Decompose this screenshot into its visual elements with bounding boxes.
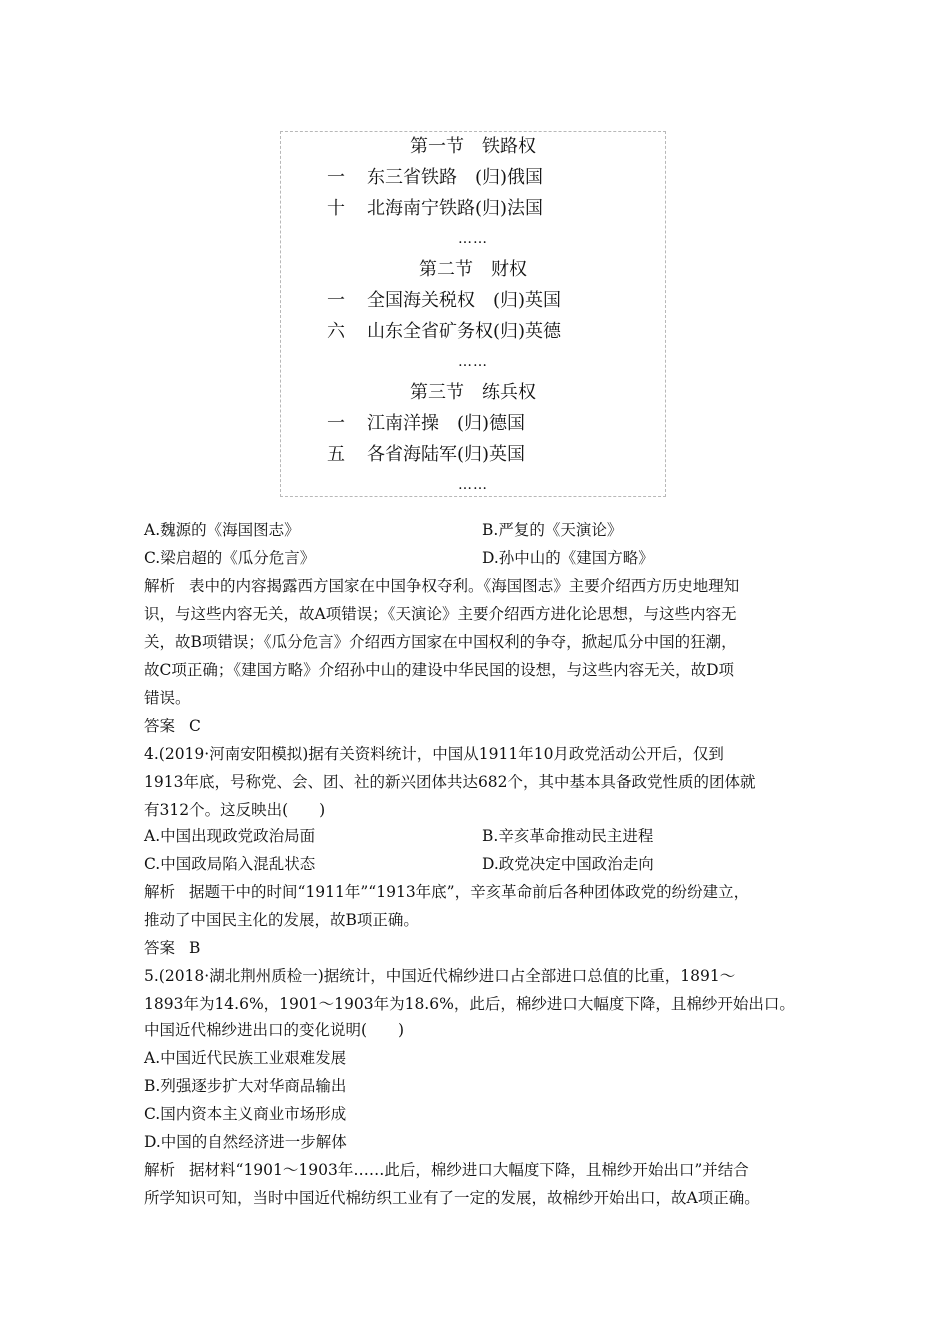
section1-item: 一 东三省铁路 (归)俄国 [327,167,544,188]
q5-option-c: C.国内资本主义商业市场形成 [144,1105,347,1123]
section2-title: 第二节 财权 [419,259,527,280]
q3-option-c: C.梁启超的《瓜分危言》 [144,549,316,567]
q3-option-a: A.魏源的《海国图志》 [144,521,300,539]
q5-option-d: D.中国的自然经济进一步解体 [144,1133,347,1151]
q3-answer: 答案 C [144,717,201,735]
q4-option-c: C.中国政局陷入混乱状态 [144,855,316,873]
q5-analysis-line: 所学知识可知，当时中国近代棉纺织工业有了一定的发展，故棉纱开始出口，故A项正确。 [144,1189,760,1207]
q4-answer: 答案 B [144,939,201,957]
answer-label: 答案 [144,717,176,735]
q4-option-d: D.政党决定中国政治走向 [482,855,654,873]
q5-option-a: A.中国近代民族工业艰难发展 [144,1049,347,1067]
quoted-table [280,131,666,497]
q4-option-a: A.中国出现政党政治局面 [144,827,316,845]
q4-stem-line: 有312个。这反映出( ) [144,801,326,819]
q4-analysis-line: 解析 据题干中的时间“1911年”“1913年底”，辛亥革命前后各种团体政党的纷纷建立， [144,883,750,901]
analysis-label: 解析 [144,883,176,901]
q4-option-b: B.辛亥革命推动民主进程 [482,827,654,845]
q3-option-d: D.孙中山的《建国方略》 [482,549,654,567]
section3-title: 第三节 练兵权 [410,382,536,403]
section1-title: 第一节 铁路权 [410,136,536,157]
analysis-label: 解析 [144,1161,176,1179]
q4-stem-line: 4.(2019·河南安阳模拟)据有关资料统计，中国从1911年10月政党活动公开后，仅到 [144,745,724,763]
ellipsis: …… [458,477,488,493]
q5-option-b: B.列强逐步扩大对华商品输出 [144,1077,347,1095]
section1-item: 十 北海南宁铁路(归)法国 [327,198,544,219]
analysis-label: 解析 [144,577,176,595]
q3-analysis-line: 故C项正确；《建国方略》介绍孙中山的建设中华民国的设想，与这些内容无关，故D项 [144,661,735,679]
answer-label: 答案 [144,939,176,957]
ellipsis: …… [458,354,488,370]
q3-analysis-line: 错误。 [144,689,191,707]
section3-item: 一 江南洋操 (归)德国 [327,413,526,434]
q5-stem-line: 中国近代棉纱进出口的变化说明( ) [144,1021,405,1039]
section2-item: 六 山东全省矿务权(归)英德 [327,321,562,342]
section3-item: 五 各省海陆军(归)英国 [327,444,526,465]
q3-option-b: B.严复的《天演论》 [482,521,623,539]
q3-analysis-line: 识，与这些内容无关，故A项错误；《天演论》主要介绍西方进化论思想，与这些内容无 [144,605,737,623]
ellipsis: …… [458,231,488,247]
q4-analysis-line: 推动了中国民主化的发展，故B项正确。 [144,911,419,929]
q3-analysis-line: 解析 表中的内容揭露西方国家在中国争权夺利。《海国图志》主要介绍西方历史地理知 [144,577,740,595]
q4-stem-line: 1913年底，号称党、会、团、社的新兴团体共达682个，其中基本具备政党性质的团体就 [144,773,756,791]
q3-analysis-line: 关，故B项错误；《瓜分危言》介绍西方国家在中国权利的争夺，掀起瓜分中国的狂潮， [144,633,737,651]
section2-item: 一 全国海关税权 (归)英国 [327,290,562,311]
q5-analysis-line: 解析 据材料“1901～1903年……此后，棉纱进口大幅度下降，且棉纱开始出口”并结合 [144,1161,749,1179]
q5-stem-line: 5.(2018·湖北荆州质检一)据统计，中国近代棉纱进口占全部进口总值的比重，1891～ [144,967,736,985]
q5-stem-line: 1893年为14.6%，1901～1903年为18.6%，此后，棉纱进口大幅度下降，且棉纱开始出口。 [144,995,795,1013]
